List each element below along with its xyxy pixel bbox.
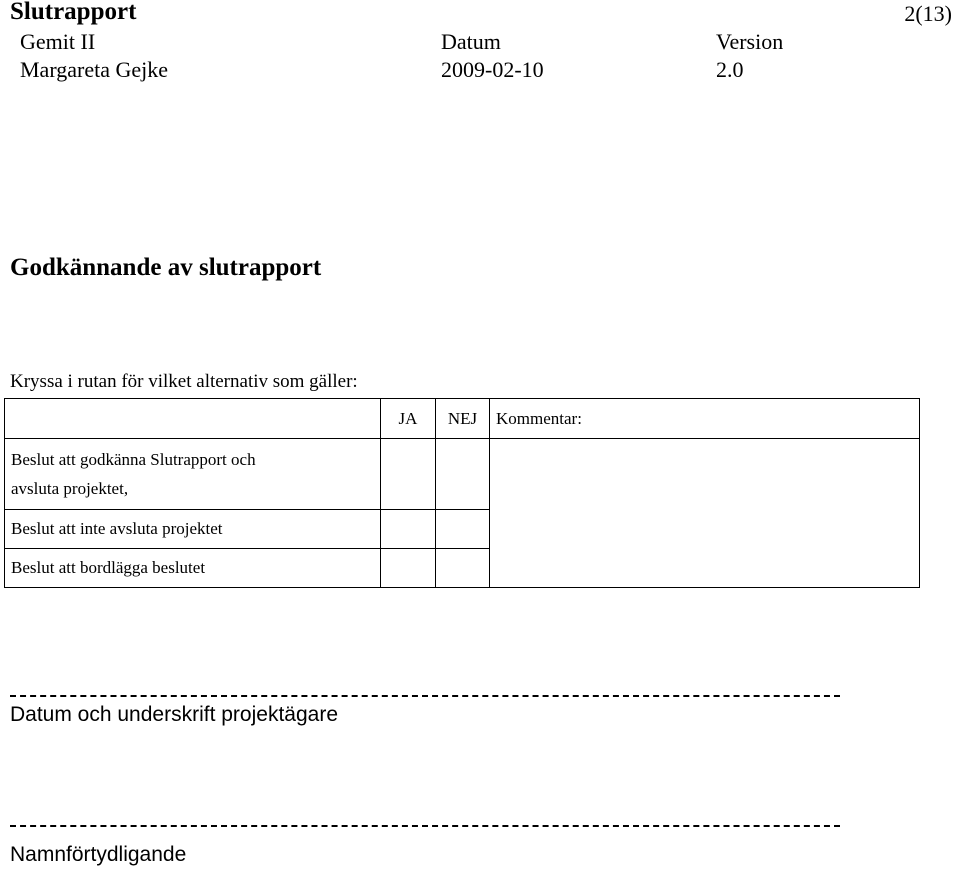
row-label [5, 439, 381, 510]
page-number: 2(13) [904, 1, 952, 26]
approval-table [4, 398, 920, 588]
section-title: Godkännande av slutrapport [10, 254, 322, 281]
checkbox-ja-postpone[interactable] [381, 549, 436, 588]
version-value: 2.0 [716, 57, 744, 82]
comment-cell[interactable] [490, 439, 920, 588]
signature-line-1[interactable] [10, 695, 840, 697]
header-blank-cell [5, 399, 381, 439]
date-label: Datum [441, 29, 501, 54]
instruction-text: Kryssa i rutan för vilket alternativ som gäller: [10, 371, 358, 392]
signature-label: Datum och underskrift projektägare [10, 703, 338, 726]
name-clarification-label: Namnförtydligande [10, 843, 187, 866]
row-label: Beslut att bordlägga beslutet [5, 549, 381, 588]
checkbox-ja-approve[interactable] [381, 439, 436, 510]
checkbox-nej-not-close[interactable] [436, 510, 490, 549]
signature-line-2[interactable] [10, 825, 840, 827]
checkbox-ja-not-close[interactable] [381, 510, 436, 549]
header-nej: NEJ [436, 399, 490, 439]
table-row [5, 439, 920, 510]
document-title: Slutrapport [10, 0, 137, 25]
project-name: Gemit II [20, 29, 96, 54]
row-label-line: Beslut att godkänna Slutrapport och [11, 450, 256, 469]
row-label: Beslut att inte avsluta projektet [5, 510, 381, 549]
author-name: Margareta Gejke [20, 57, 169, 82]
row-label-line: avsluta projektet, [11, 479, 129, 498]
header-ja: JA [381, 399, 436, 439]
version-label: Version [716, 29, 784, 54]
checkbox-nej-approve[interactable] [436, 439, 490, 510]
table-header-row [5, 399, 920, 439]
date-value: 2009-02-10 [441, 57, 544, 82]
header-comment: Kommentar: [490, 399, 920, 439]
checkbox-nej-postpone[interactable] [436, 549, 490, 588]
